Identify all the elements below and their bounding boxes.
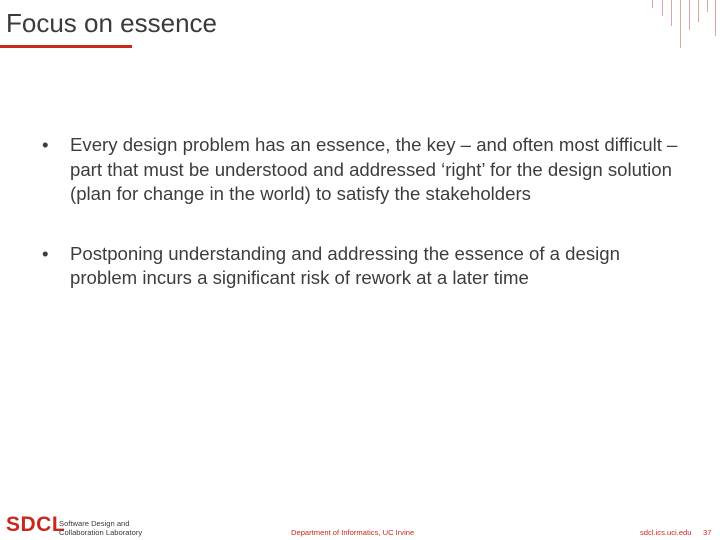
slide-title: Focus on essence: [6, 8, 218, 38]
footer-url: sdcl.ics.uci.edu: [640, 528, 692, 537]
lab-name-line: Software Design and: [59, 519, 130, 528]
bullet-text: Postponing understanding and addressing the essence of a design problem incurs a significant risk of rework at a later time: [70, 242, 620, 288]
decoration-line: [652, 0, 653, 8]
bullet-dot: •: [42, 242, 49, 264]
decoration-line: [671, 0, 672, 26]
footer-department: Department of Informatics, UC Irvine: [291, 528, 415, 537]
bullet-list: [40, 133, 690, 326]
title-underline: [0, 45, 132, 48]
decoration-line: [715, 0, 716, 36]
decoration-line: [707, 0, 708, 12]
bullet-dot: •: [42, 134, 49, 155]
lab-name: [59, 519, 142, 537]
page-number: 37: [703, 528, 712, 537]
decoration-line: [680, 0, 681, 48]
sdcl-logo: SDCL: [6, 513, 66, 536]
lab-name-line: Collaboration Laboratory: [59, 528, 143, 537]
decoration-line: [689, 0, 690, 30]
decoration-line: [698, 0, 699, 22]
bullet-text: Every design problem has an essence, the key – and often most difficult – part that must be understood and addressed ‘right’ for the design solution (plan for change in the world) to satisfy the stakeholders: [70, 134, 678, 204]
bullet-item: [40, 133, 690, 207]
decoration-line: [662, 0, 663, 16]
bullet-item: [40, 242, 690, 291]
